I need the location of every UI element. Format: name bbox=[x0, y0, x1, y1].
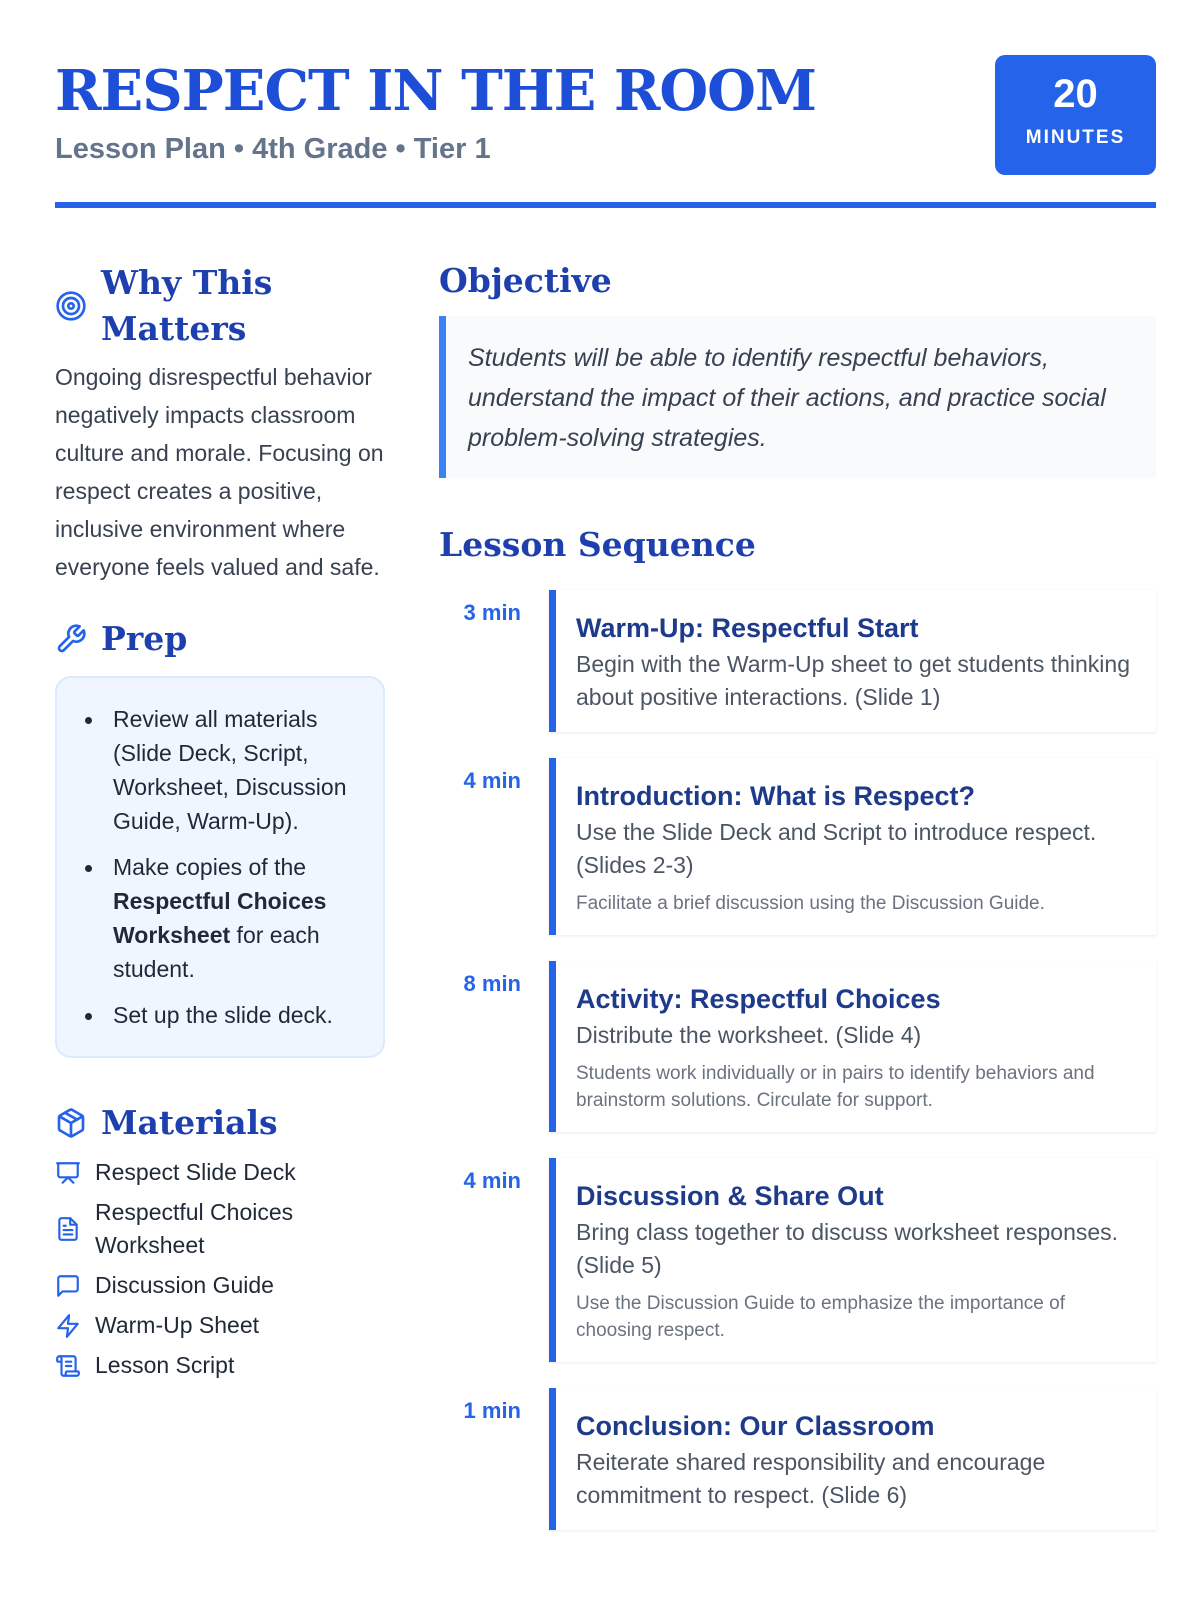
scroll-icon bbox=[55, 1353, 81, 1379]
step-title: Activity: Respectful Choices bbox=[576, 984, 941, 1014]
step-card bbox=[549, 1388, 1156, 1530]
page-title: RESPECT IN THE ROOM bbox=[55, 58, 816, 124]
wrench-icon bbox=[55, 623, 87, 655]
sequence-step bbox=[439, 758, 1156, 935]
material-label: Respect Slide Deck bbox=[95, 1159, 296, 1185]
left-column bbox=[55, 258, 385, 1389]
prep-section-header bbox=[55, 616, 385, 662]
step-card bbox=[549, 590, 1156, 732]
material-label: Warm-Up Sheet bbox=[95, 1312, 260, 1338]
prep-item: Set up the slide deck. bbox=[83, 998, 363, 1032]
prep-box bbox=[55, 676, 385, 1058]
materials-section-header bbox=[55, 1100, 385, 1146]
why-section-header bbox=[55, 258, 385, 354]
objective-title: Objective bbox=[439, 261, 612, 300]
step-description: Reiterate shared responsibility and encourage commitment to respect. (Slide 6) bbox=[576, 1449, 1046, 1508]
package-icon bbox=[55, 1107, 87, 1139]
step-title: Introduction: What is Respect? bbox=[576, 781, 976, 811]
material-label: Respectful Choices Worksheet bbox=[95, 1199, 294, 1258]
sequence-step bbox=[439, 1388, 1156, 1530]
step-description: Use the Slide Deck and Script to introduce respect. (Slides 2-3) bbox=[576, 819, 1097, 878]
sequence-step bbox=[439, 590, 1156, 732]
materials-title: Materials bbox=[101, 1103, 278, 1142]
step-title: Warm-Up: Respectful Start bbox=[576, 613, 919, 643]
step-card bbox=[549, 758, 1156, 935]
materials-list bbox=[55, 1156, 385, 1382]
prep-item: Make copies of the Respectful Choices Worksheet for each student. bbox=[83, 850, 363, 986]
step-title: Conclusion: Our Classroom bbox=[576, 1411, 935, 1441]
sequence-step bbox=[439, 1158, 1156, 1362]
header-divider bbox=[55, 202, 1156, 208]
step-title: Discussion & Share Out bbox=[576, 1181, 884, 1211]
sequence-title: Lesson Sequence bbox=[439, 525, 756, 564]
step-time: 3 min bbox=[463, 600, 521, 625]
document-icon bbox=[55, 1216, 81, 1242]
header bbox=[55, 55, 1156, 205]
material-item bbox=[55, 1349, 385, 1382]
lesson-sequence bbox=[439, 590, 1156, 1530]
duration-unit: MINUTES bbox=[1025, 127, 1126, 148]
material-item bbox=[55, 1156, 385, 1189]
why-title: Why This Matters bbox=[101, 263, 273, 348]
duration-badge bbox=[995, 55, 1156, 175]
presentation-icon bbox=[55, 1160, 81, 1186]
material-item bbox=[55, 1196, 385, 1262]
step-note: Facilitate a brief discussion using the Discussion Guide. bbox=[576, 893, 1045, 914]
step-note: Use the Discussion Guide to emphasize the importance of choosing respect. bbox=[576, 1293, 1065, 1341]
step-time: 4 min bbox=[463, 768, 521, 793]
duration-value: 20 bbox=[1053, 72, 1098, 116]
step-card bbox=[549, 1158, 1156, 1362]
step-time: 1 min bbox=[463, 1398, 521, 1423]
material-label: Discussion Guide bbox=[95, 1272, 274, 1298]
prep-item: Review all materials (Slide Deck, Script, Worksheet, Discussion Guide, Warm-Up). bbox=[83, 702, 363, 838]
material-item bbox=[55, 1309, 385, 1342]
prep-title: Prep bbox=[101, 619, 188, 658]
step-card bbox=[549, 961, 1156, 1132]
step-note: Students work individually or in pairs to identify behaviors and brainstorm solutions. Circulate for support. bbox=[576, 1063, 1095, 1111]
chat-icon bbox=[55, 1273, 81, 1299]
step-description: Bring class together to discuss worksheet responses. (Slide 5) bbox=[576, 1219, 1119, 1278]
target-icon bbox=[55, 290, 87, 322]
material-label: Lesson Script bbox=[95, 1352, 235, 1378]
step-description: Begin with the Warm-Up sheet to get students thinking about positive interactions. (Slide 1) bbox=[576, 651, 1130, 710]
right-column bbox=[439, 258, 1156, 1556]
step-description: Distribute the worksheet. (Slide 4) bbox=[576, 1022, 922, 1048]
objective-text: Students will be able to identify respectful behaviors, understand the impact of their actions, and practice social problem-solving strategies. bbox=[468, 344, 1106, 452]
step-time: 4 min bbox=[463, 1168, 521, 1193]
objective-box bbox=[439, 316, 1156, 478]
prep-list bbox=[83, 702, 363, 1032]
why-text: Ongoing disrespectful behavior negatively impacts classroom culture and morale. Focusing on respect creates a positive, inclusive environment where everyone feels valued and safe. bbox=[55, 364, 384, 580]
step-time: 8 min bbox=[463, 971, 521, 996]
lightning-icon bbox=[55, 1313, 81, 1339]
sequence-step bbox=[439, 961, 1156, 1132]
page-subtitle: Lesson Plan • 4th Grade • Tier 1 bbox=[55, 133, 491, 165]
material-item bbox=[55, 1269, 385, 1302]
